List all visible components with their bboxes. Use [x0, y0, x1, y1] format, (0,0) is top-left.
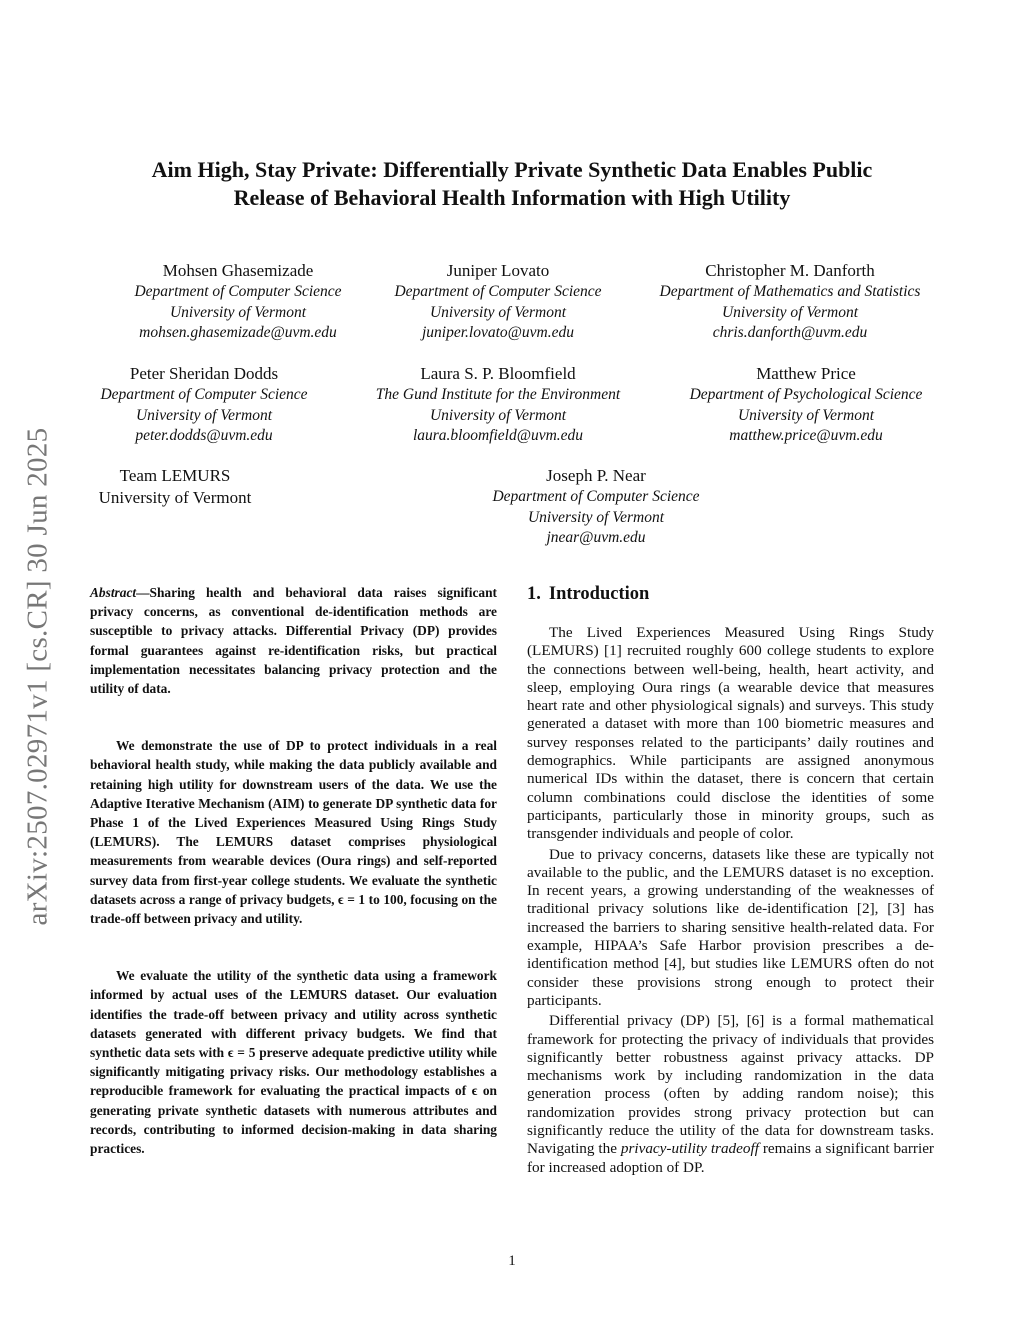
section-heading: [527, 582, 934, 606]
author-block: [108, 260, 368, 344]
title-line-2: Release of Behavioral Health Information with High Utility: [233, 185, 791, 210]
author-block: [634, 260, 946, 344]
author-name: Mohsen Ghasemizade: [162, 261, 314, 280]
author-block: [466, 465, 726, 549]
abstract-paragraph: We demonstrate the use of DP to protect individuals in a real behavioral health study, while making the data publicly available and retaining high utility for downstream users of the data. We use the Adaptive Iterative Mechanism (AIM) to generate DP synthetic data for Phase 1 of the Lived Experiences Measured Using Rings Study (LEMURS). The LEMURS dataset comprises physiological measurements from wearable devices (Oura rings) and self-reported survey data from first-year college students. We evaluate the synthetic datasets across a range of privacy budgets, ϵ = 1 to 100, focusing on the trade-off between privacy and utility.: [90, 738, 497, 927]
author-name: Christopher M. Danforth: [705, 261, 875, 280]
author-department: Department of Computer Science: [492, 488, 700, 505]
abstract-text: —Sharing health and behavioral data raises significant privacy concerns, as conventional de-identification methods are susceptible to privacy attacks. Differential Privacy (DP) provides formal guarantees against re-identification risks, but practical implementation necessitates balancing privacy protection and the utility of data.: [90, 585, 497, 697]
section-number: 1.: [527, 584, 541, 604]
arxiv-stamp: [16, 372, 60, 980]
section-title: Introduction: [548, 584, 650, 604]
abstract-label: Abstract: [90, 585, 137, 600]
author-university: University of Vermont: [429, 303, 567, 321]
intro-text: remains a significant barrier for increased adoption of DP.: [527, 1140, 934, 1176]
author-email[interactable]: laura.bloomfield@uvm.edu: [412, 427, 584, 444]
intro-emphasis: privacy-utility tradeoff: [620, 1140, 759, 1158]
intro-paragraph: Due to privacy concerns, datasets like these are typically not available to the public, and the LEMURS dataset is no exception. In recent years, a growing understanding of the weaknesses of traditional privacy solutions like de-identification [2], [3] has increased the barriers to sharing sensitive health-related data. For example, HIPAA’s Safe Harbor provision prescribes a de-identification method [4], but studies like LEMURS often do not consider these provisions strong enough to protect their participants.: [527, 845, 934, 1009]
author-university: University of Vermont: [527, 508, 665, 526]
title-line-1: Aim High, Stay Private: Differentially Private Synthetic Data Enables Public: [151, 157, 873, 182]
abstract-paragraph: [90, 583, 497, 698]
author-department: Department of Psychological Science: [689, 386, 923, 403]
author-email[interactable]: mohsen.ghasemizade@uvm.edu: [139, 324, 337, 341]
arxiv-stamp-text: arXiv:2507.02971v1 [cs.CR] 30 Jun 2025: [21, 427, 54, 925]
author-name: Matthew Price: [756, 364, 856, 383]
paper-title: [80, 156, 944, 212]
introduction-section: [527, 582, 934, 1177]
author-name: Joseph P. Near: [546, 466, 646, 485]
page-number: 1: [508, 1253, 516, 1269]
author-block: [78, 363, 330, 447]
author-email[interactable]: peter.dodds@uvm.edu: [135, 427, 273, 444]
author-department: Department of Computer Science: [394, 283, 602, 300]
abstract-section: [90, 583, 497, 1158]
author-block: [666, 363, 946, 447]
intro-paragraph: [527, 1012, 934, 1177]
author-university: University of Vermont: [737, 406, 875, 424]
intro-paragraph: The Lived Experiences Measured Using Rings Study (LEMURS) [1] recruited roughly 600 college students to explore the connections between well-being, health, heart activity, and sleep, employing Oura rings (a wearable device that measures heart rate and other physiological signals) and surveys. This study generated a dataset with more than 100 biometric measures and survey responses related to the participants’ daily routines and demographics. While participants are assigned anonymous numerical IDs within the dataset, there is concern that certain column combinations could disclose the identities of some participants, particularly those in minority groups, such as transgender individuals and people of color.: [527, 624, 934, 843]
author-name: Juniper Lovato: [446, 261, 550, 280]
author-block: [84, 465, 266, 509]
author-department: Department of Mathematics and Statistics: [659, 283, 921, 300]
author-name: Team LEMURS: [119, 466, 231, 485]
author-name: Peter Sheridan Dodds: [129, 364, 279, 383]
author-name: Laura S. P. Bloomfield: [420, 364, 576, 383]
author-block: [368, 260, 628, 344]
author-department: The Gund Institute for the Environment: [375, 386, 621, 403]
author-email[interactable]: juniper.lovato@uvm.edu: [421, 324, 574, 341]
author-email[interactable]: matthew.price@uvm.edu: [729, 427, 883, 444]
abstract-paragraph: We evaluate the utility of the synthetic data using a framework informed by actual uses of the LEMURS dataset. Our evaluation identifies the trade-off between privacy and utility across synthetic datasets generated with different privacy budgets. We find that synthetic data sets with ϵ = 5 preserve adequate predictive utility while significantly mitigating privacy risks. Our methodology establishes a reproducible framework for evaluating the practical impacts of ϵ on generating private synthetic datasets with numerous attributes and records, contributing to informed decision-making in data sharing practices.: [90, 968, 497, 1157]
author-university: University of Vermont: [429, 406, 567, 424]
author-block: [348, 363, 648, 447]
author-university: University of Vermont: [135, 406, 273, 424]
author-university: University of Vermont: [169, 303, 307, 321]
author-department: Department of Computer Science: [100, 386, 308, 403]
intro-text: Differential privacy (DP) [5], [6] is a formal mathematical framework for protecting the privacy of individuals that provides significantly better robustness against privacy attacks. DP mechanisms work by including randomization in the data generation process (often by adding random noise); this randomization provides strong privacy protection but can significantly reduce the utility of the data for downstream tasks. Navigating the: [527, 1012, 934, 1158]
author-email[interactable]: chris.danforth@uvm.edu: [712, 324, 868, 341]
author-university: University of Vermont: [98, 488, 252, 507]
author-university: University of Vermont: [721, 303, 859, 321]
author-department: Department of Computer Science: [134, 283, 342, 300]
author-email[interactable]: jnear@uvm.edu: [546, 529, 646, 546]
